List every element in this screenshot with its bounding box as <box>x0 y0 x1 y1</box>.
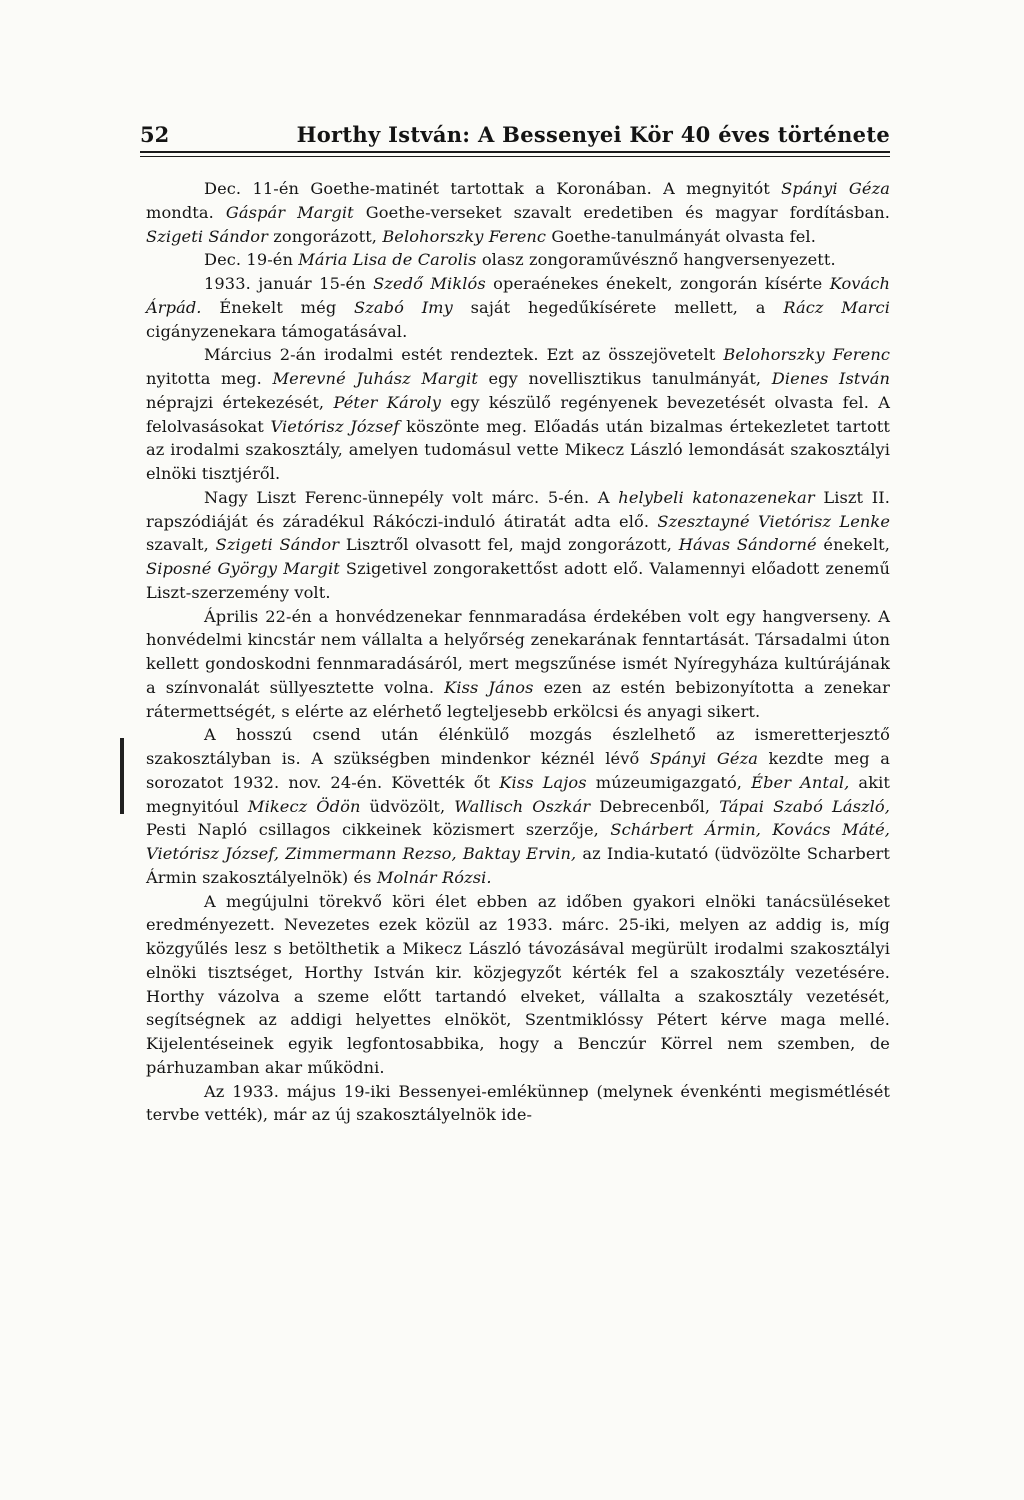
italic-name: Szabó Imy <box>354 297 453 317</box>
page-header <box>140 122 890 154</box>
page-number: 52 <box>140 122 170 147</box>
header-rule-thin <box>140 156 890 157</box>
italic-name: Rácz Marci <box>783 297 891 317</box>
text-run: Március 2-án irodalmi estét rendeztek. Ezt az összejövetelt <box>204 345 724 365</box>
margin-mark <box>120 738 124 814</box>
text-run: egy novellisztikus tanulmányát, <box>477 369 772 388</box>
paragraph <box>146 1080 890 1128</box>
italic-name: Péter Károly <box>333 392 441 412</box>
text-run: nyitotta meg. <box>146 369 273 388</box>
italic-name: Kovách Árpád. <box>146 274 890 317</box>
text-run: Lisztről olvasott fel, majd zongorázott, <box>339 535 679 555</box>
italic-name: Szigeti Sándor <box>146 226 268 246</box>
header-rule <box>140 151 890 153</box>
text-run: kezdte meg a sorozatot 1932. nov. 24-én. Követték őt <box>146 749 891 792</box>
paragraph <box>146 605 890 724</box>
italic-name: Kiss János <box>444 677 534 697</box>
italic-name: Merevné Juhász Margit <box>272 369 478 388</box>
text-run: Debrecenből, <box>590 796 720 816</box>
paragraph <box>146 723 890 889</box>
italic-name: Siposné György Margit <box>146 559 340 578</box>
text-run: cigányzenekara támogatásával. <box>146 321 408 341</box>
italic-name: Molnár Rózsi. <box>376 867 492 887</box>
paragraph <box>146 177 890 248</box>
text-run: az India-kutató (üdvözölte Scharbert Ármin szakosztályelnök) és <box>146 844 890 887</box>
text-run: Dec. 11-én Goethe-matinét tartottak a Koronában. A megnyitót <box>204 179 782 198</box>
paragraph <box>146 343 890 486</box>
text-run: mondta. <box>146 202 226 222</box>
italic-name: Dienes István <box>771 369 890 388</box>
italic-name: Tápai Szabó László, <box>719 796 890 816</box>
italic-name: Mária Lisa de Carolis <box>298 250 477 270</box>
text-run: Április 22-én a honvédzenekar fennmaradása érdekében volt egy hangverseny. A honvédelmi kincstár nem vállalta a helyőrség zenekarának fenntartását. Társadalmi úton kellett gondoskodni fennmaradásáról, mert megszűnése ismét Nyíregyháza kultúrájának a színvonalát süllyesztette volna. <box>146 606 890 697</box>
text-run: néprajzi értekezését, <box>146 392 334 412</box>
text-run: üdvözölt, <box>360 796 455 816</box>
italic-name: Schárbert Ármin, Kovács Máté, Vietórisz József, Zimmermann Rezso, Baktay Ervin, <box>146 820 890 863</box>
italic-name: helybeli katonazenekar <box>618 487 815 507</box>
paragraph <box>146 272 890 343</box>
text-run: operaénekes énekelt, zongorán kísérte <box>485 274 830 293</box>
italic-name: Belohorszky Ferenc <box>723 345 891 365</box>
text-run: saját hegedűkísérete mellett, a <box>452 297 784 317</box>
text-run: A megújulni törekvő köri élet ebben az időben gyakori elnöki tanácsüléseket eredményezett. Nevezetes ezek közül az 1933. márc. 25-iki, melyen az addig is, míg közgyűlés lesz s betölthetik a Mikecz László távozásával megürült irodalmi szakosztályi elnöki tisztséget, Horthy István kir. közjegyzőt kérték fel a szakosztály vezetésére. Horthy vázolva a szeme előtt tartandó elveket, vállalta a szakosztály vezetését, segítségnek az addigi helyettes elnököt, Szentmiklóssy Pétert kérve maga mellé. Kijelentéseinek egyik legfontosabbika, hogy a Benczúr Körrel nem szemben, de párhuzamban akar működni. <box>146 891 890 1077</box>
paragraph <box>146 248 890 272</box>
text-run: Nagy Liszt Ferenc-ünnepély volt márc. 5-én. A <box>204 487 619 507</box>
italic-name: Gáspár Margit <box>225 202 354 222</box>
italic-name: Éber Antal, <box>751 772 850 792</box>
italic-name: Belohorszky Ferenc <box>382 226 547 246</box>
italic-name: Szesztayné Vietórisz Lenke <box>657 511 891 531</box>
text-run: Liszt II. rapszódiáját és záradékul Rákóczi-induló átiratát adta elő. <box>146 487 890 531</box>
text-run: egy készülő regényenek bevezetését olvasta fel. A felolvasásokat <box>146 392 890 436</box>
body-text <box>146 177 890 1127</box>
text-run: Az 1933. május 19-iki Bessenyei-emlékünnep (melynek évenkénti megismétlését tervbe vették), már az új szakosztályelnök ide- <box>146 1081 890 1125</box>
italic-name: Wallisch Oszkár <box>454 796 591 816</box>
text-run: Goethe-verseket szavalt eredetiben és magyar fordításban. <box>353 202 890 222</box>
text-run: Dec. 19-én <box>204 250 299 270</box>
italic-name: Vietórisz József <box>270 416 400 436</box>
text-run: A hosszú csend után élénkülő mozgás észlelhető az ismeretterjesztő szakosztályban is. A szükségben mindenkor kéznél lévő <box>146 725 890 768</box>
text-run: ezen az estén bebizonyította a zenekar rátermettségét, s elérte az elérhető legteljesebb erkölcsi és anyagi sikert. <box>146 677 890 721</box>
text-run: olasz zongoraművésznő hangversenyezett. <box>476 250 836 270</box>
text-run: Goethe-tanulmányát olvasta fel. <box>546 226 816 246</box>
text-run: köszönte meg. Előadás után bizalmas értekezletet tartott az irodalmi szakosztály, amelyen tudomásul vette Mikecz László lemondását szakosztályi elnöki tisztjéről. <box>146 416 890 483</box>
text-run: énekelt, <box>816 535 890 555</box>
italic-name: Spányi Géza <box>649 749 758 768</box>
italic-name: Szedő Miklós <box>373 274 486 293</box>
text-run: akit megnyitóul <box>146 772 890 816</box>
text-run: zongorázott, <box>267 226 383 246</box>
text-run: Énekelt még <box>201 297 355 317</box>
text-run: Szigetivel zongorakettőst adott elő. Valamennyi előadott zenemű Liszt-szerzemény volt. <box>146 559 890 602</box>
italic-name: Mikecz Ödön <box>247 796 361 816</box>
text-run: 1933. január 15-én <box>204 274 374 293</box>
paragraph <box>146 486 890 605</box>
text-run: múzeumigazgató, <box>586 772 752 792</box>
text-run: szavalt, <box>146 535 216 555</box>
italic-name: Hávas Sándorné <box>678 535 817 555</box>
running-title: Horthy István: A Bessenyei Kör 40 éves története <box>296 122 890 147</box>
italic-name: Spányi Géza <box>781 179 890 198</box>
italic-name: Kiss Lajos <box>499 772 587 792</box>
italic-name: Szigeti Sándor <box>215 535 340 555</box>
text-run: Pesti Napló csillagos cikkeinek közismert szerzője, <box>146 820 611 840</box>
paragraph <box>146 890 890 1080</box>
